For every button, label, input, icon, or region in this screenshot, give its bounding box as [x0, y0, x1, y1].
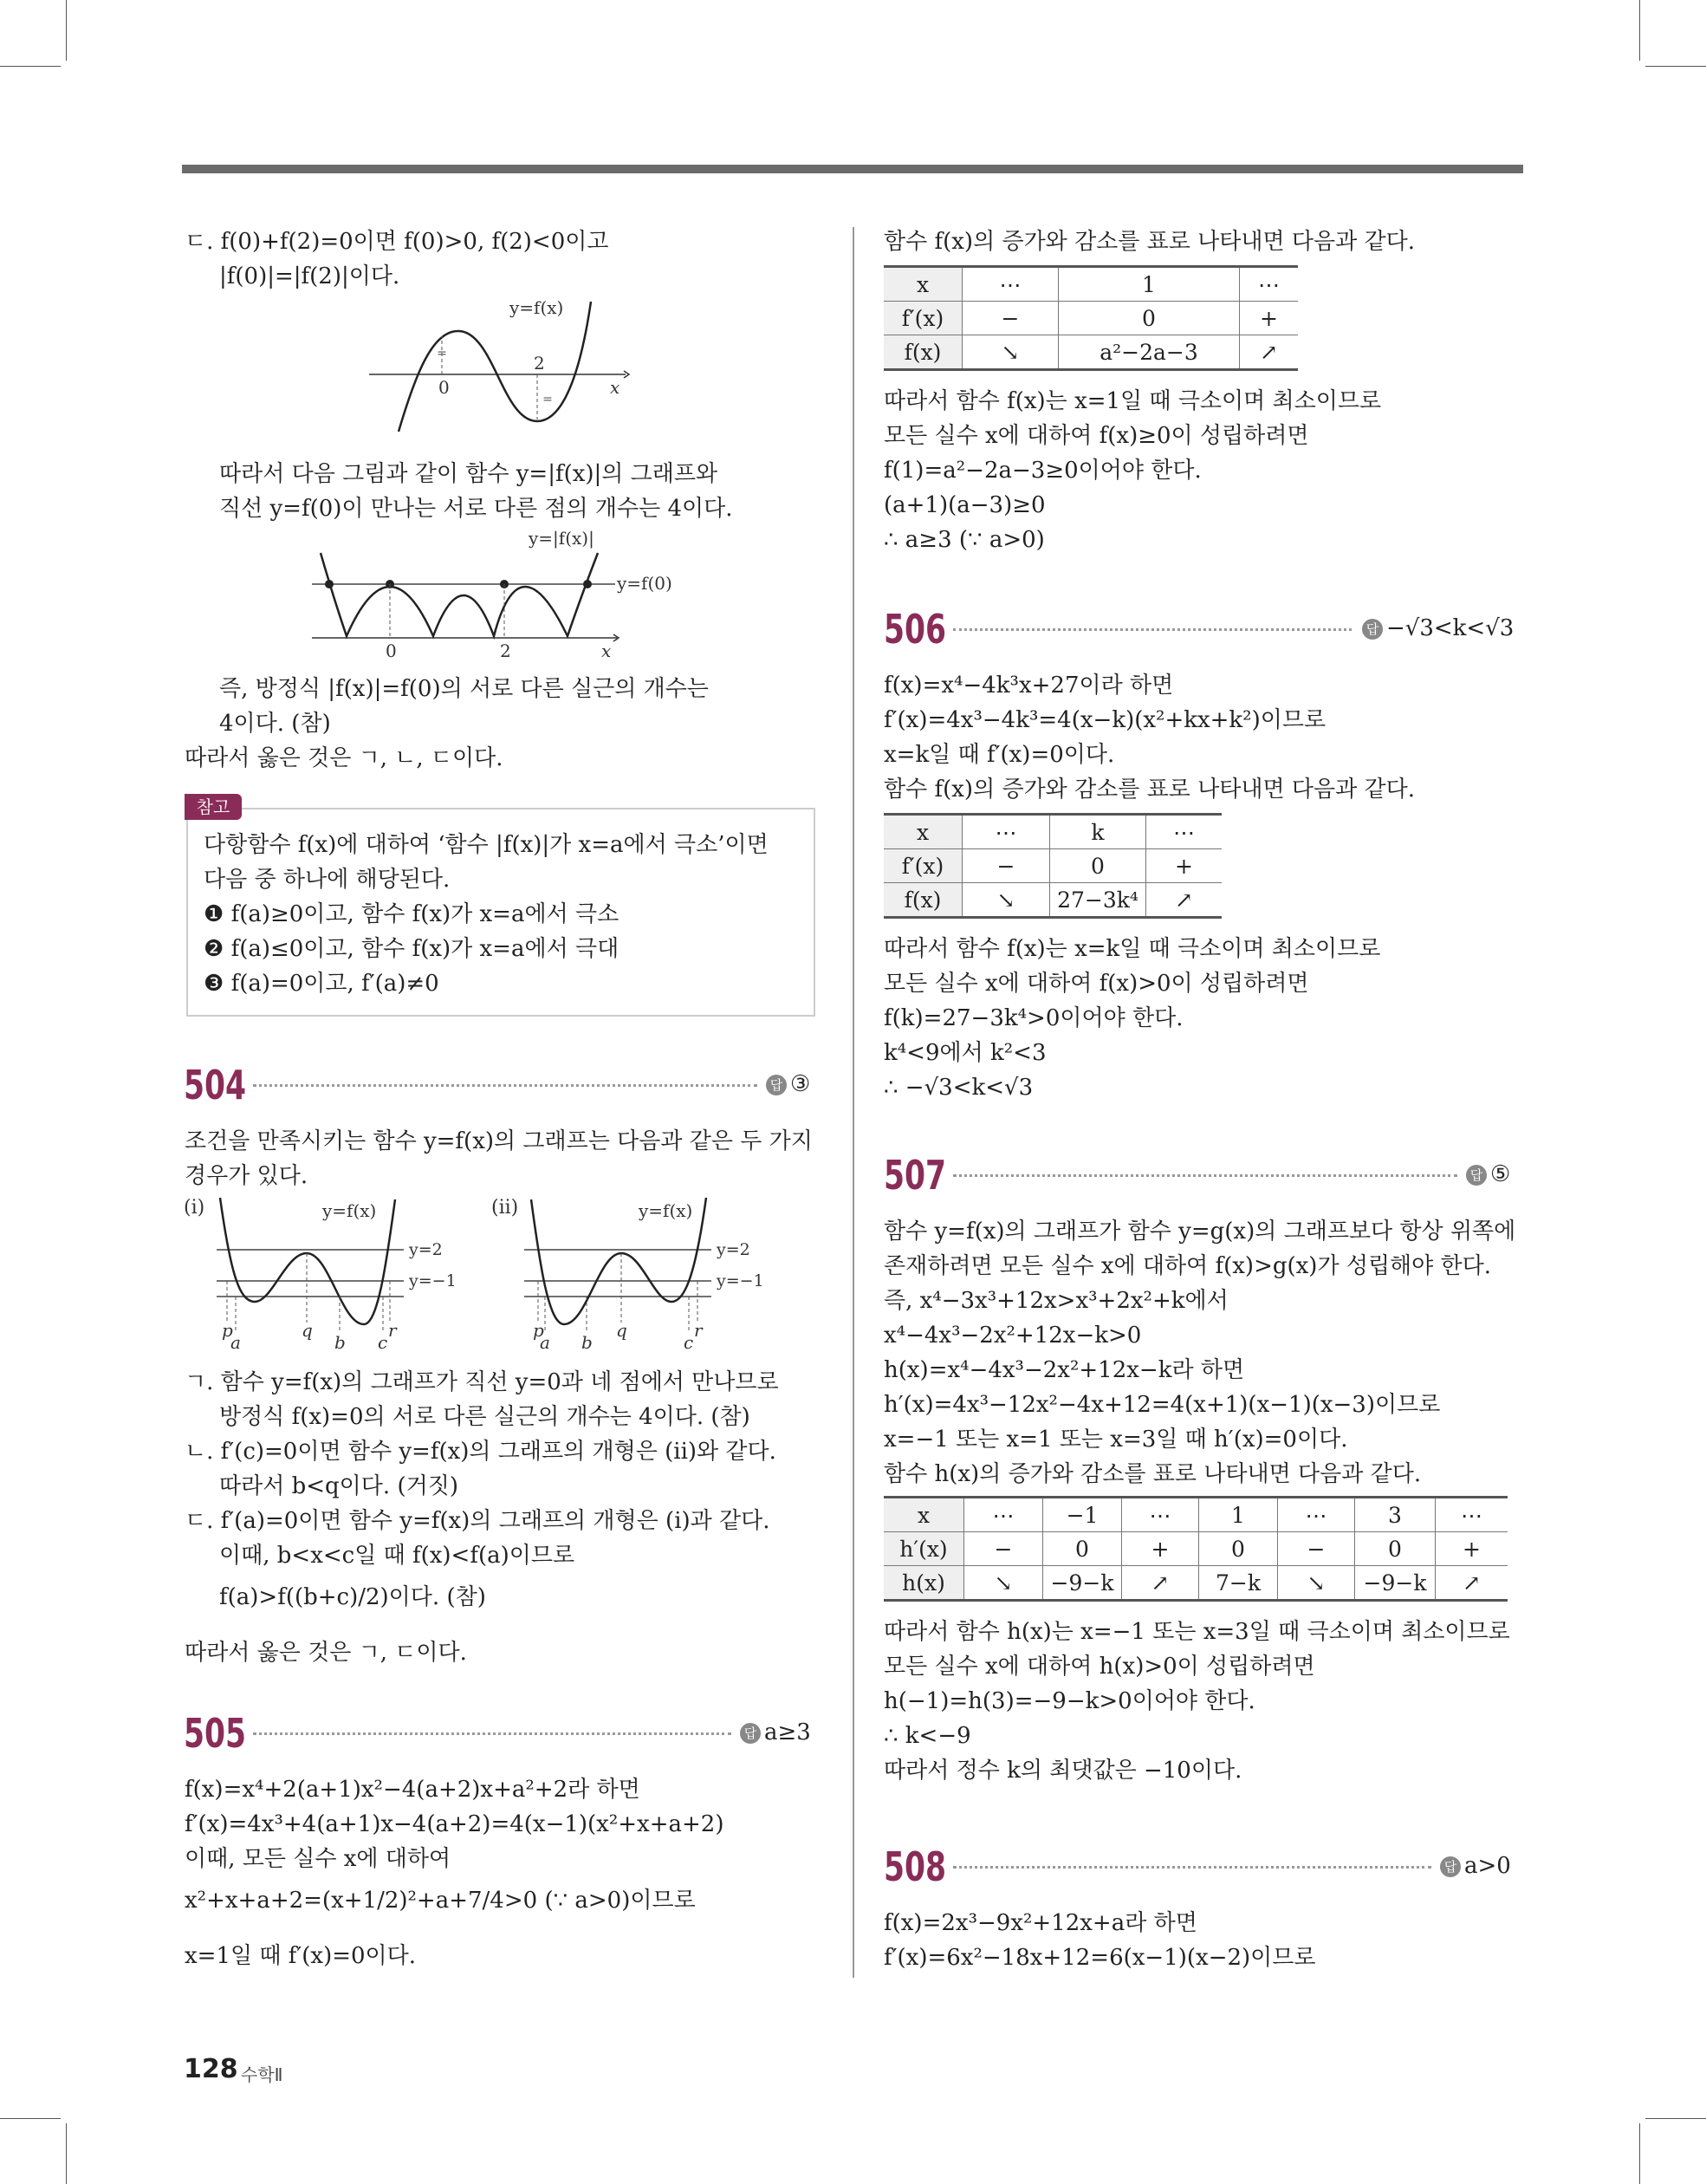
table-cell: ⋯ [1240, 267, 1299, 302]
solution-line: ㄱ. 함수 y=f(x)의 그래프가 직선 y=0과 네 점에서 만나므로 [185, 1369, 779, 1395]
table-cell: f(x) [884, 335, 963, 370]
answer-value: a≥3 [764, 1719, 811, 1745]
solution-line: f(x)=x⁴+2(a+1)x²−4(a+2)x+a²+2라 하면 [185, 1777, 640, 1803]
table-cell: + [1436, 1532, 1508, 1566]
point-label: q [302, 1320, 313, 1341]
point-label: r [388, 1320, 397, 1341]
solution-line: |f(0)|=|f(2)|이다. [219, 263, 400, 289]
solution-line: k⁴<9에서 k²<3 [884, 1040, 1047, 1066]
point-label: b [581, 1332, 593, 1350]
solution-line: f′(x)=6x²−18x+12=6(x−1)(x−2)이므로 [884, 1945, 1316, 1971]
table-cell: ⋯ [1146, 815, 1223, 849]
solution-line: 따라서 다음 그림과 같이 함수 y=|f(x)|의 그래프와 [219, 461, 718, 487]
curve-label: y=f(x) [322, 1200, 377, 1221]
leader-dots [953, 1174, 1457, 1177]
tick-label: 0 [386, 640, 397, 659]
solution-line: ㄷ. f(0)+f(2)=0이면 f(0)>0, f(2)<0이고 [185, 229, 609, 255]
solution-line: f′(x)=4x³−4k³=4(x−k)(x²+kx+k²)이므로 [884, 707, 1327, 733]
table-cell: h(x) [884, 1566, 964, 1601]
table-cell: + [1122, 1532, 1199, 1566]
note-line: ❷ f(a)≤0이고, 함수 f(x)가 x=a에서 극대 [204, 936, 619, 962]
point-label: p [222, 1320, 233, 1341]
solution-line: ㄷ. f′(a)=0이면 함수 y=f(x)의 그래프의 개형은 (i)과 같다. [185, 1508, 770, 1534]
problem-number: 506 [884, 606, 947, 653]
table-cell: ↗ [1436, 1566, 1508, 1601]
cubic-curve [399, 302, 591, 432]
tick-label: 0 [438, 377, 450, 398]
leader-dots [953, 628, 1352, 631]
answer-badge: 답 a≥3 [740, 1718, 811, 1747]
equal-mark: = [542, 393, 553, 406]
solution-line: 따라서 옳은 것은 ㄱ, ㄷ이다. [185, 1640, 467, 1666]
table-cell: − [964, 1532, 1043, 1566]
solution-line: 이때, 모든 실수 x에 대하여 [185, 1846, 451, 1872]
table-cell: f′(x) [884, 302, 963, 335]
table-cell: 1 [1059, 267, 1240, 302]
crop-mark [66, 0, 67, 61]
answer-value: a>0 [1464, 1853, 1511, 1879]
note-line: 다항함수 f(x)에 대하여 ‘함수 |f(x)|가 x=a에서 극소’이면 [204, 832, 769, 858]
point-label: b [334, 1332, 346, 1350]
table-cell: ⋯ [964, 1498, 1043, 1532]
note-line: ❶ f(a)≥0이고, 함수 f(x)가 x=a에서 극소 [204, 901, 619, 927]
solution-line: f(x)=2x³−9x²+12x+a라 하면 [884, 1910, 1197, 1936]
table-cell: − [1278, 1532, 1355, 1566]
point-label: q [616, 1320, 627, 1341]
solution-line: 함수 f(x)의 증가와 감소를 표로 나타내면 다음과 같다. [884, 777, 1416, 803]
tick-label: 2 [534, 353, 545, 374]
abs-graph [312, 529, 693, 659]
table-cell: h′(x) [884, 1532, 964, 1566]
point-label: c [684, 1332, 694, 1350]
table-cell: ↗ [1122, 1566, 1199, 1601]
solution-line: 함수 h(x)의 증가와 감소를 표로 나타내면 다음과 같다. [884, 1461, 1422, 1487]
solution-line: 따라서 함수 f(x)는 x=k일 때 극소이며 최소이므로 [884, 936, 1381, 962]
solution-line: 함수 y=f(x)의 그래프가 함수 y=g(x)의 그래프보다 항상 위쪽에 [884, 1219, 1516, 1245]
table-cell: 7−k [1199, 1566, 1278, 1601]
table-cell: − [963, 302, 1059, 335]
leader-dots [253, 1732, 731, 1735]
table-cell: 27−3k⁴ [1050, 883, 1146, 918]
solution-line: 조건을 만족시키는 함수 y=f(x)의 그래프는 다음과 같은 두 가지 [185, 1128, 813, 1154]
solution-line: ∴ −√3<k<√3 [884, 1075, 1034, 1101]
solution-line: 따라서 옳은 것은 ㄱ, ㄴ, ㄷ이다. [185, 745, 503, 771]
solution-line: 경우가 있다. [185, 1163, 308, 1189]
solution-line: h(−1)=h(3)=−9−k>0이어야 한다. [884, 1688, 1255, 1714]
table-cell: + [1240, 302, 1299, 335]
point-label: a [540, 1332, 550, 1350]
point-label: p [533, 1320, 544, 1341]
point-label: c [378, 1332, 388, 1350]
crop-mark [1645, 2118, 1706, 2119]
variation-table [884, 813, 1222, 919]
table-cell: 0 [1043, 1532, 1122, 1566]
solution-line: x=−1 또는 x=1 또는 x=3일 때 h′(x)=0이다. [884, 1427, 1348, 1453]
abs-curve [321, 553, 598, 636]
table-cell: ⋯ [1278, 1498, 1355, 1532]
crop-mark [1645, 66, 1706, 67]
solution-line: h(x)=x⁴−4x³−2x²+12x−k라 하면 [884, 1357, 1245, 1383]
header-bar [182, 165, 1523, 173]
table-cell: f(x) [884, 883, 963, 918]
table-cell: + [1146, 849, 1223, 883]
solution-line: 모든 실수 x에 대하여 f(x)>0이 성립하려면 [884, 971, 1309, 997]
curve-label: y=f(x) [509, 297, 564, 318]
solution-line: x=k일 때 f′(x)=0이다. [884, 742, 1115, 768]
note-tag: 참고 [185, 794, 242, 820]
curve-label: y=f(x) [639, 1200, 693, 1221]
leader-dots [253, 1084, 757, 1087]
table-cell: −1 [1043, 1498, 1122, 1532]
answer-value: ③ [790, 1071, 811, 1097]
note-line: 다음 중 하나에 해당된다. [204, 867, 451, 893]
crop-mark [1639, 0, 1640, 61]
solution-line: 이때, b<x<c일 때 f(x)<f(a)이므로 [219, 1543, 575, 1569]
point-label: a [230, 1332, 241, 1350]
solution-line: 모든 실수 x에 대하여 h(x)>0이 성립하려면 [884, 1654, 1315, 1680]
table-cell: − [963, 849, 1050, 883]
table-cell: −9−k [1043, 1566, 1122, 1601]
problem-number: 505 [184, 1710, 247, 1757]
answer-value: ⑤ [1490, 1161, 1511, 1187]
table-cell: 3 [1355, 1498, 1436, 1532]
table-cell: 0 [1355, 1532, 1436, 1566]
problem-number: 507 [884, 1152, 947, 1199]
solution-line: f′(x)=4x³+4(a+1)x−4(a+2)=4(x−1)(x²+x+a+2) [185, 1811, 724, 1837]
table-cell: x [884, 1498, 964, 1532]
solution-line: ㄴ. f′(c)=0이면 함수 y=f(x)의 그래프의 개형은 (ii)와 같다. [185, 1439, 776, 1465]
solution-line: 직선 y=f(0)이 만나는 서로 다른 점의 개수는 4이다. [219, 496, 733, 522]
table-cell: ↗ [1146, 883, 1223, 918]
solution-line: 따라서 함수 f(x)는 x=1일 때 극소이며 최소이므로 [884, 388, 1382, 414]
axis-label: x [610, 377, 620, 398]
line-label: y=−1 [717, 1271, 764, 1290]
solution-line: 방정식 f(x)=0의 서로 다른 실근의 개수는 4이다. (참) [219, 1404, 750, 1430]
solution-line: f(a)>f((b+c)/2)이다. (참) [219, 1584, 486, 1610]
point-label: r [694, 1320, 703, 1341]
table-cell: ↘ [963, 335, 1059, 370]
table-cell: 0 [1059, 302, 1240, 335]
tick-label: 2 [500, 640, 511, 659]
equal-mark: = [437, 347, 447, 361]
solution-line: x⁴−4x³−2x²+12x−k>0 [884, 1323, 1142, 1349]
intersection-point [325, 580, 334, 588]
solution-line: 따라서 정수 k의 최댓값은 −10이다. [884, 1758, 1242, 1784]
answer-badge: 답 −√3<k<√3 [1362, 614, 1514, 643]
solution-line: (a+1)(a−3)≥0 [884, 492, 1046, 518]
answer-badge: 답 a>0 [1440, 1851, 1511, 1881]
table-cell: a²−2a−3 [1059, 335, 1240, 370]
solution-line: 따라서 함수 h(x)는 x=−1 또는 x=3일 때 극소이며 최소이므로 [884, 1619, 1510, 1645]
cubic-graph [364, 295, 641, 433]
solution-line: ∴ a≥3 (∵ a>0) [884, 527, 1045, 553]
solution-line: 모든 실수 x에 대하여 f(x)≥0이 성립하려면 [884, 423, 1309, 449]
solution-line: 함수 f(x)의 증가와 감소를 표로 나타내면 다음과 같다. [884, 229, 1416, 255]
subject-label: 수학Ⅱ [241, 2064, 283, 2085]
table-cell: ↘ [964, 1566, 1043, 1601]
graph-tag: (ii) [491, 1197, 519, 1219]
answer-badge: 답 ⑤ [1466, 1160, 1510, 1189]
table-cell: 1 [1199, 1498, 1278, 1532]
line-label: y=f(0) [617, 573, 672, 594]
curve-label: y=|f(x)| [529, 529, 594, 549]
line-label: y=2 [717, 1240, 750, 1259]
solution-line: 따라서 b<q이다. (거짓) [219, 1473, 458, 1499]
problem-number: 508 [884, 1843, 947, 1890]
table-cell: ↗ [1240, 335, 1299, 370]
quartic-graph-i [182, 1194, 477, 1350]
solution-line: f(1)=a²−2a−3≥0이어야 한다. [884, 458, 1202, 484]
solution-line: 존재하려면 모든 실수 x에 대하여 f(x)>g(x)가 성립해야 한다. [884, 1253, 1492, 1279]
variation-table [884, 265, 1298, 371]
solution-line: 4이다. (참) [219, 711, 331, 737]
table-cell: x [884, 267, 963, 302]
table-cell: ⋯ [1122, 1498, 1199, 1532]
graph-tag: (i) [184, 1197, 205, 1219]
table-cell: ↘ [963, 883, 1050, 918]
table-cell: ⋯ [1436, 1498, 1508, 1532]
solution-line: ∴ k<−9 [884, 1723, 971, 1749]
quartic-graph-ii [490, 1194, 801, 1350]
solution-line: x²+x+a+2=(x+1/2)²+a+7/4>0 (∵ a>0)이므로 [185, 1888, 696, 1914]
table-cell: f′(x) [884, 849, 963, 883]
column-divider [853, 227, 854, 1978]
solution-line: h′(x)=4x³−12x²−4x+12=4(x+1)(x−1)(x−3)이므로 [884, 1392, 1441, 1418]
variation-table [884, 1496, 1508, 1602]
axis-label: x [601, 640, 612, 659]
solution-line: f(x)=x⁴−4k³x+27이라 하면 [884, 673, 1174, 699]
line-label: y=−1 [409, 1271, 457, 1290]
solution-line: x=1일 때 f′(x)=0이다. [185, 1943, 417, 1969]
solution-line: 즉, 방정식 |f(x)|=f(0)의 서로 다른 실근의 개수는 [219, 676, 709, 702]
table-cell: −9−k [1355, 1566, 1436, 1601]
leader-dots [953, 1866, 1431, 1869]
table-cell: ⋯ [963, 815, 1050, 849]
answer-badge: 답 ③ [766, 1069, 810, 1099]
solution-line: 즉, x⁴−3x³+12x>x³+2x²+k에서 [884, 1288, 1229, 1314]
note-line: ❸ f(a)=0이고, f′(a)≠0 [204, 971, 439, 997]
table-cell: 0 [1050, 849, 1146, 883]
line-label: y=2 [409, 1240, 443, 1259]
solution-line: f(k)=27−3k⁴>0이어야 한다. [884, 1005, 1184, 1031]
table-cell: x [884, 815, 963, 849]
crop-mark [66, 2123, 67, 2184]
crop-mark [0, 66, 61, 67]
crop-mark [1639, 2123, 1640, 2184]
table-cell: 0 [1199, 1532, 1278, 1566]
problem-number: 504 [184, 1062, 247, 1108]
table-cell: ⋯ [963, 267, 1059, 302]
table-cell: k [1050, 815, 1146, 849]
intersection-point [583, 580, 592, 588]
table-cell: ↘ [1278, 1566, 1355, 1601]
page-number: 128 [184, 2054, 238, 2084]
crop-mark [0, 2118, 61, 2119]
answer-value: −√3<k<√3 [1386, 615, 1515, 641]
